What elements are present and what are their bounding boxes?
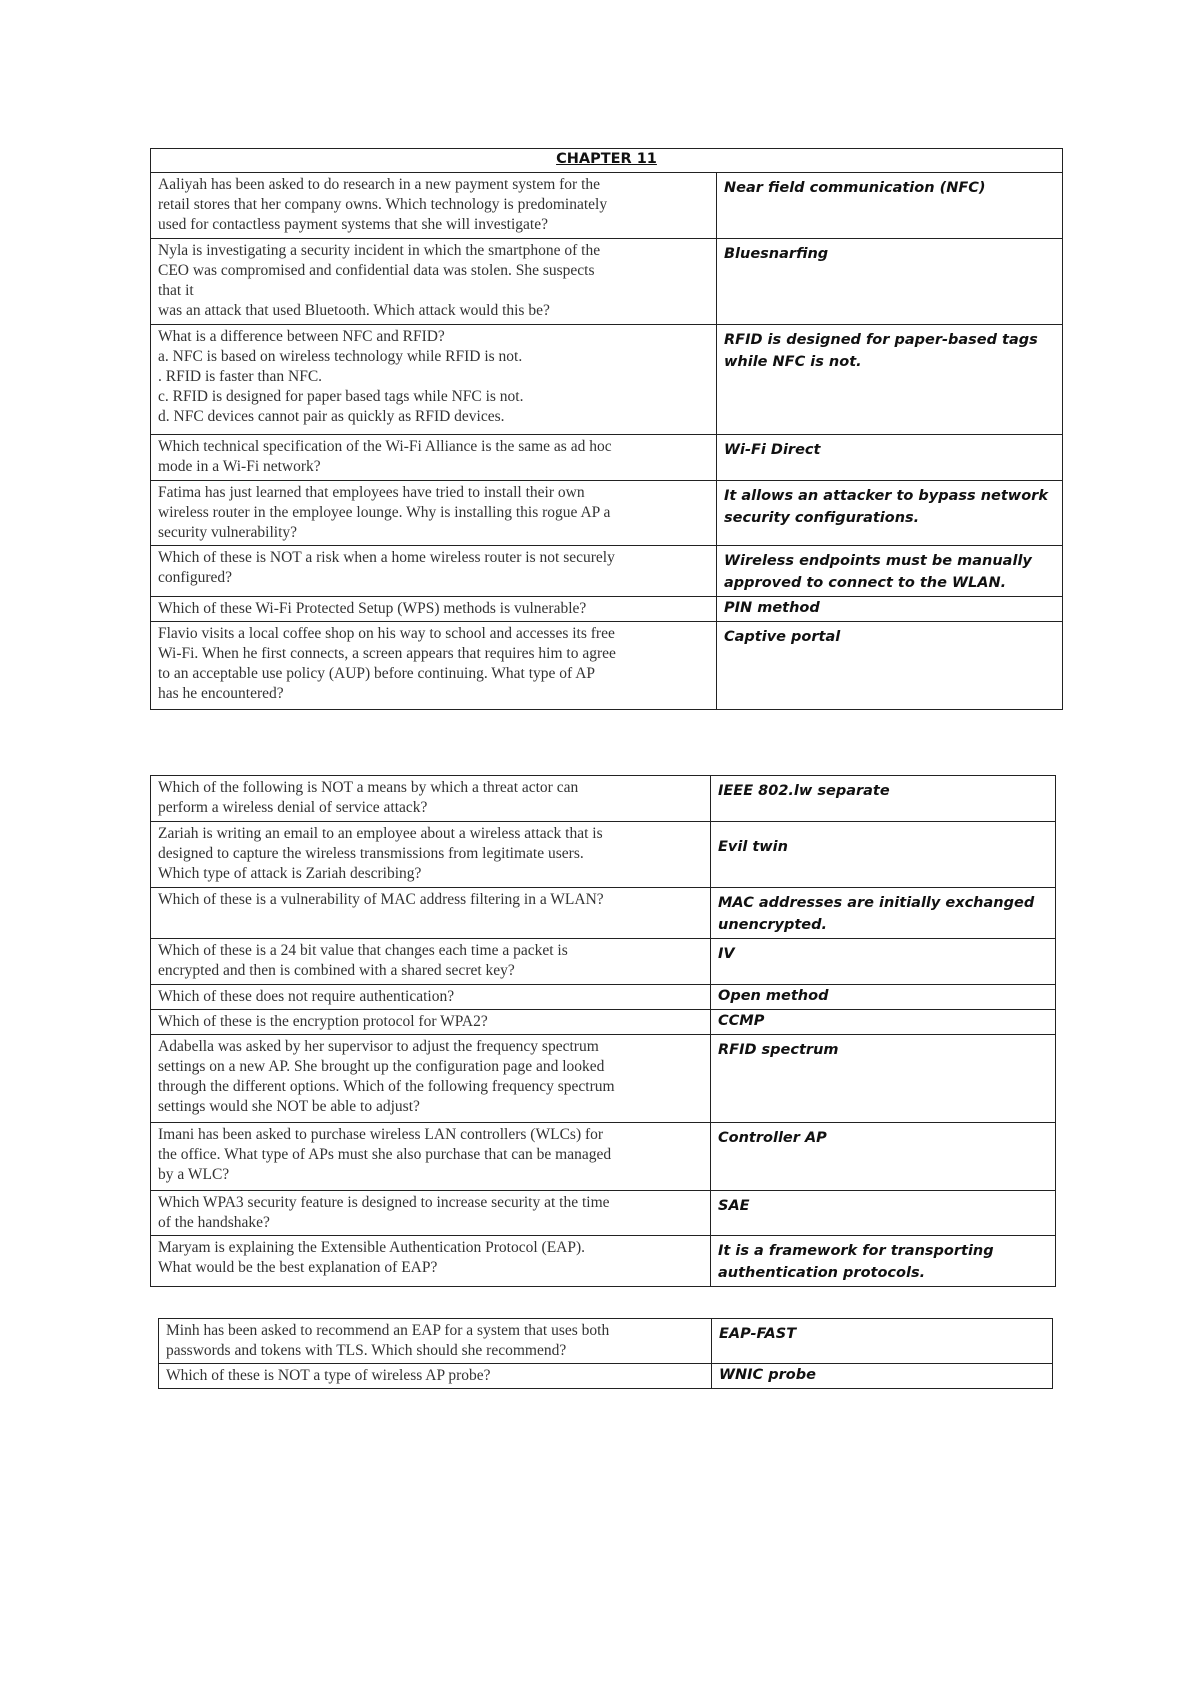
question-cell: Aaliyah has been asked to do research in a new payment system for the retail stores that her company owns. Which technology is predominately used for contactless payment systems that she will investigate? (151, 173, 717, 239)
table-row (151, 1123, 1056, 1191)
answer-cell: Controller AP (711, 1123, 1056, 1191)
question-cell: Which technical specification of the Wi-Fi Alliance is the same as ad hoc mode in a Wi-Fi network? (151, 435, 717, 481)
table-title-row (151, 149, 1063, 173)
question-cell: Which of these is NOT a type of wireless AP probe? (159, 1364, 712, 1389)
chapter-11-table-1 (150, 148, 1063, 710)
question-cell: Maryam is explaining the Extensible Authentication Protocol (EAP). What would be the best explanation of EAP? (151, 1236, 711, 1287)
question-cell: Which of these is a vulnerability of MAC address filtering in a WLAN? (151, 888, 711, 939)
answer-cell: EAP-FAST (712, 1319, 1053, 1364)
answer-cell: MAC addresses are initially exchanged unencrypted. (711, 888, 1056, 939)
answer-cell: PIN method (717, 597, 1063, 622)
table-row (151, 622, 1063, 710)
answer-cell: RFID spectrum (711, 1035, 1056, 1123)
question-cell: Imani has been asked to purchase wireless LAN controllers (WLCs) for the office. What type of APs must she also purchase that can be managed by a WLC? (151, 1123, 711, 1191)
table-row (151, 822, 1056, 888)
table-row (151, 597, 1063, 622)
chapter-11-table-3 (158, 1318, 1053, 1389)
question-cell: Which WPA3 security feature is designed to increase security at the time of the handshake? (151, 1191, 711, 1236)
table-row (151, 481, 1063, 546)
table-row (151, 888, 1056, 939)
answer-cell: Near field communication (NFC) (717, 173, 1063, 239)
table-row (151, 435, 1063, 481)
answer-cell: Wi-Fi Direct (717, 435, 1063, 481)
question-cell: Which of these is NOT a risk when a home wireless router is not securely configured? (151, 546, 717, 597)
answer-cell: Captive portal (717, 622, 1063, 710)
table-row (159, 1319, 1053, 1364)
table-row (151, 1010, 1056, 1035)
question-cell: Which of these does not require authentication? (151, 985, 711, 1010)
question-cell: Adabella was asked by her supervisor to adjust the frequency spectrum settings on a new AP. She brought up the configuration page and looked through the different options. Which of the following frequency spectrum settings would she NOT be able to adjust? (151, 1035, 711, 1123)
chapter-title: CHAPTER 11 (151, 149, 1063, 173)
question-cell: Fatima has just learned that employees have tried to install their own wireless router in the employee lounge. Why is installing this rogue AP a security vulnerability? (151, 481, 717, 546)
question-cell: Which of the following is NOT a means by which a threat actor can perform a wireless denial of service attack? (151, 776, 711, 822)
question-cell: What is a difference between NFC and RFID? a. NFC is based on wireless technology while RFID is not. . RFID is faster than NFC. c. RFID is designed for paper based tags while NFC is not. d. NFC devices cannot pair as quickly as RFID devices. (151, 325, 717, 435)
table-row (151, 776, 1056, 822)
table-row (151, 239, 1063, 325)
table-row (151, 1035, 1056, 1123)
question-cell: Flavio visits a local coffee shop on his way to school and accesses its free Wi-Fi. When he first connects, a screen appears that requires him to agree to an acceptable use policy (AUP) before continuing. What type of AP has he encountered? (151, 622, 717, 710)
question-cell: Which of these is the encryption protocol for WPA2? (151, 1010, 711, 1035)
answer-cell: WNIC probe (712, 1364, 1053, 1389)
chapter-11-table-2 (150, 775, 1056, 1287)
table-row (159, 1364, 1053, 1389)
question-cell: Which of these Wi-Fi Protected Setup (WPS) methods is vulnerable? (151, 597, 717, 622)
table-row (151, 325, 1063, 435)
answer-cell: Bluesnarfing (717, 239, 1063, 325)
table-row (151, 939, 1056, 985)
answer-cell: Open method (711, 985, 1056, 1010)
answer-cell: It allows an attacker to bypass network security configurations. (717, 481, 1063, 546)
question-cell: Which of these is a 24 bit value that changes each time a packet is encrypted and then is combined with a shared secret key? (151, 939, 711, 985)
table-row (151, 546, 1063, 597)
answer-cell: IEEE 802.lw separate (711, 776, 1056, 822)
table-row (151, 1236, 1056, 1287)
answer-cell: RFID is designed for paper-based tags while NFC is not. (717, 325, 1063, 435)
table-row (151, 173, 1063, 239)
answer-cell: CCMP (711, 1010, 1056, 1035)
table-row (151, 985, 1056, 1010)
answer-cell: Evil twin (711, 822, 1056, 888)
answer-cell: Wireless endpoints must be manually approved to connect to the WLAN. (717, 546, 1063, 597)
question-cell: Nyla is investigating a security incident in which the smartphone of the CEO was compromised and confidential data was stolen. She suspects that it was an attack that used Bluetooth. Which attack would this be? (151, 239, 717, 325)
question-cell: Minh has been asked to recommend an EAP for a system that uses both passwords and tokens with TLS. Which should she recommend? (159, 1319, 712, 1364)
answer-cell: It is a framework for transporting authentication protocols. (711, 1236, 1056, 1287)
answer-cell: IV (711, 939, 1056, 985)
answer-cell: SAE (711, 1191, 1056, 1236)
table-row (151, 1191, 1056, 1236)
question-cell: Zariah is writing an email to an employee about a wireless attack that is designed to capture the wireless transmissions from legitimate users. Which type of attack is Zariah describing? (151, 822, 711, 888)
